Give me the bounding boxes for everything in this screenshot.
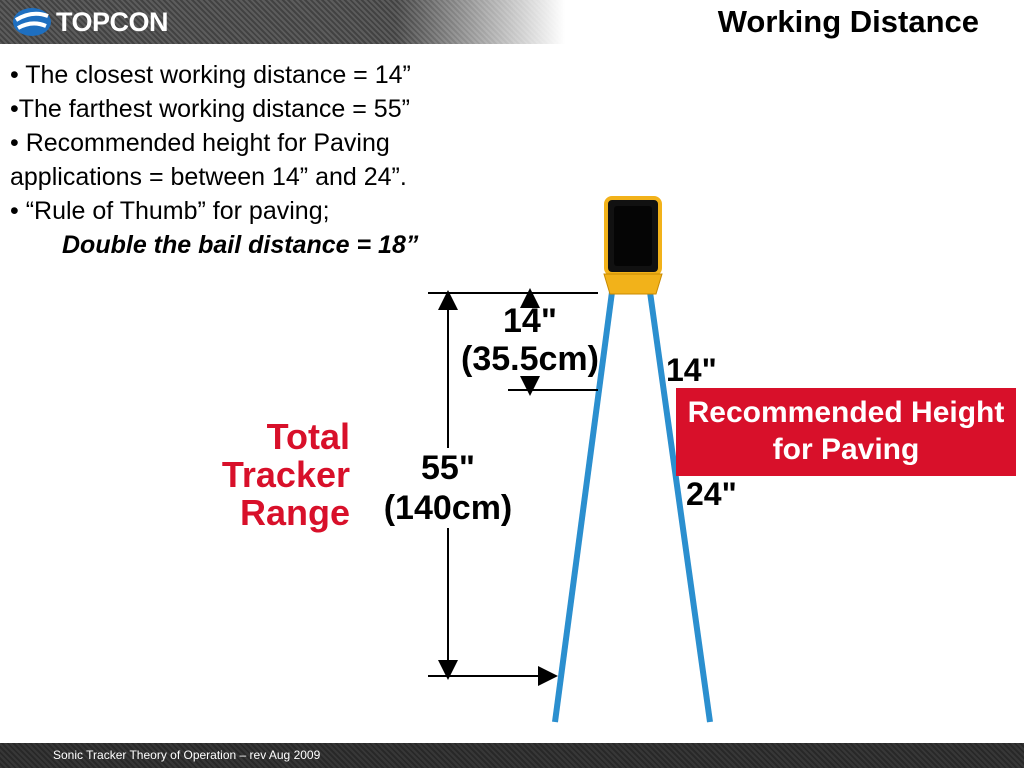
range-label-line3: Range [239,492,350,533]
total-tracker-range-label [214,418,350,532]
recommended-height-banner [676,388,1016,476]
recommended-top-label: 14" [666,352,717,388]
rule-of-thumb-value: Double the bail distance = 18” [62,231,419,259]
banner-line2: for Paving [772,433,920,466]
bullet-recommended-height: • Recommended height for Paving [10,129,390,157]
bullet-recommended-height-cont: applications = between 14” and 24”. [10,163,407,191]
max-distance-inches: 55" [421,449,475,487]
max-distance-label [375,448,521,528]
range-label-line2: Tracker [221,454,350,495]
footer-bar [0,743,1024,768]
footer-text: Sonic Tracker Theory of Operation – rev Aug 2009 [53,748,321,762]
bullet-farthest-distance: •The farthest working distance = 55” [10,95,410,123]
recommended-bottom-label: 24" [686,476,737,512]
min-distance-cm: (35.5cm) [461,340,599,378]
min-distance-label [455,302,605,378]
logo-text: TOPCON [56,6,169,37]
bullet-rule-of-thumb: • “Rule of Thumb” for paving; [10,197,330,225]
max-distance-cm: (140cm) [383,489,513,527]
min-distance-inches: 14" [503,302,557,340]
sonic-tracker-sensor-icon [604,198,662,294]
page-title: Working Distance [717,4,979,39]
range-label-line1: Total [266,416,350,457]
banner-line1: Recommended Height [687,396,1005,429]
bullet-closest-distance: • The closest working distance = 14” [10,61,411,89]
